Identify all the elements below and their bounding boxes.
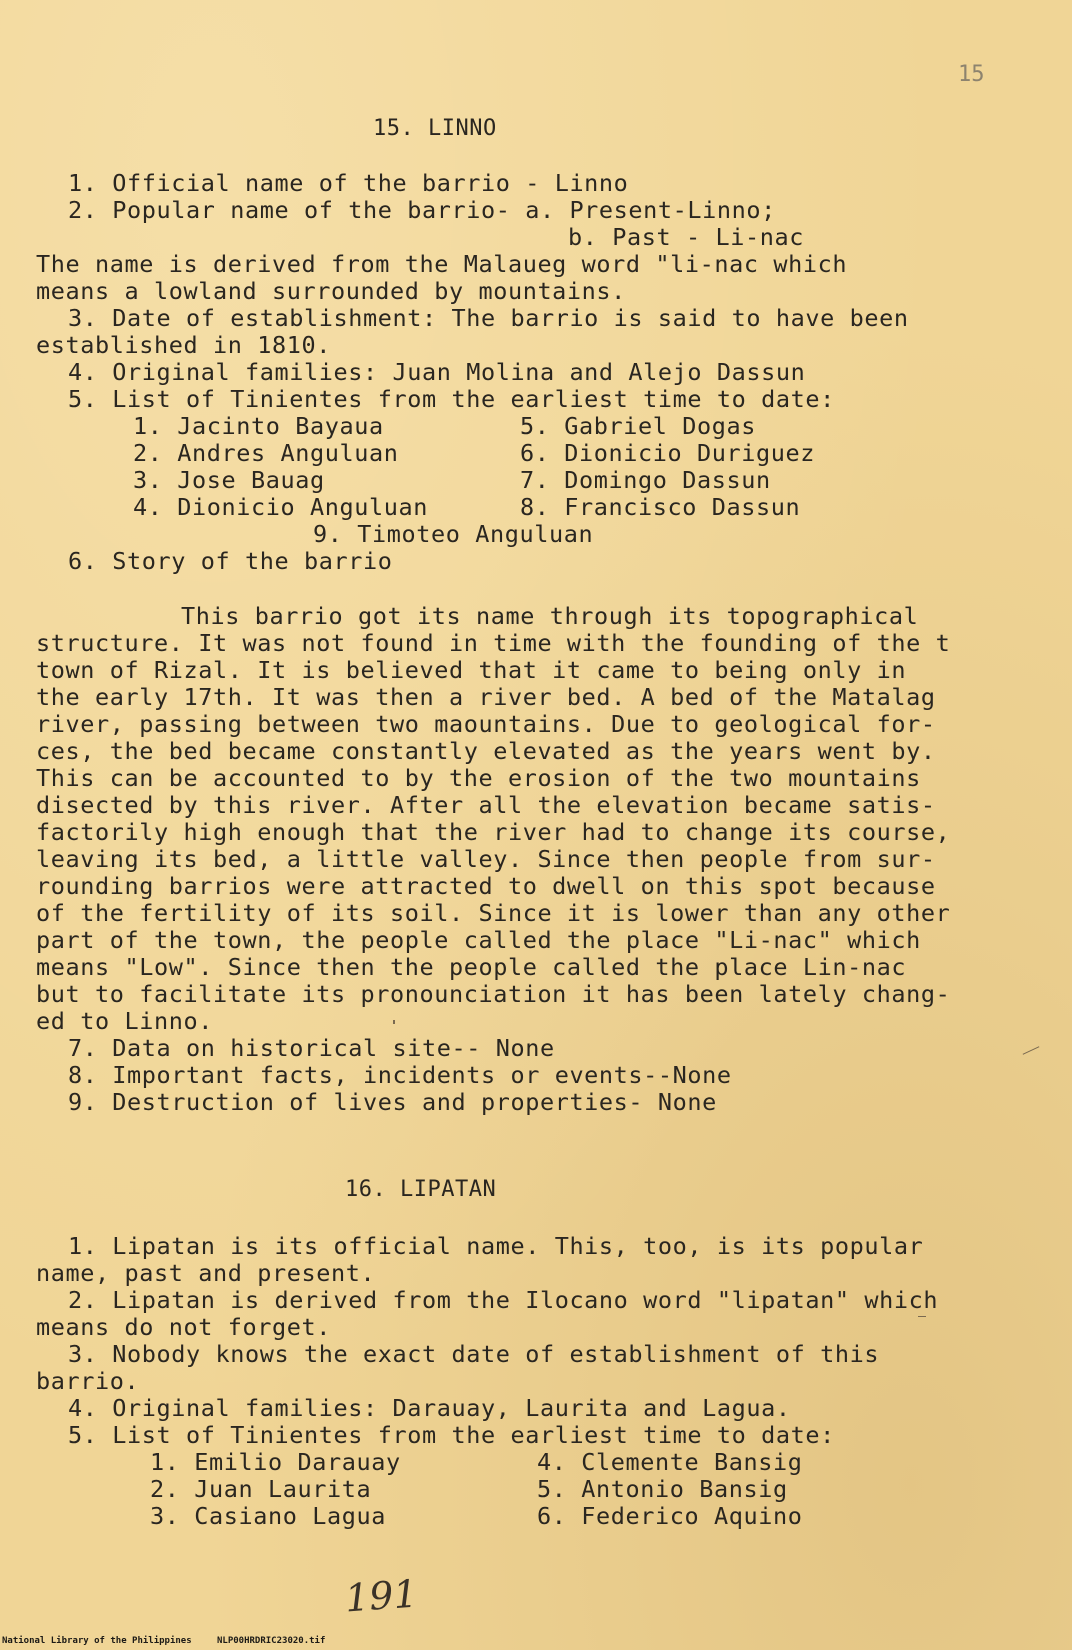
linno-item-7: 7. Data on historical site-- None [68, 1034, 555, 1062]
linno-tiniente: 1. Jacinto Bayaua [133, 412, 384, 440]
lipatan-tiniente: 3. Casiano Lagua [150, 1502, 386, 1530]
linno-tiniente: 6. Dionicio Duriguez [520, 439, 815, 467]
linno-item-9: 9. Destruction of lives and properties- None [68, 1088, 717, 1116]
linno-item-6: 6. Story of the barrio [68, 547, 393, 575]
story-line: ces, the bed became constantly elevated as the years went by. [36, 737, 936, 765]
lipatan-item-3a: 3. Nobody knows the exact date of establishment of this [68, 1340, 880, 1368]
footer-filename: NLP00HRDRIC23020.tif [217, 1636, 326, 1646]
story-line: disected by this river. After all the elevation became satis- [36, 791, 936, 819]
lipatan-item-2a: 2. Lipatan is derived from the Ilocano word "lipatan" which [68, 1286, 939, 1314]
linno-tiniente: 8. Francisco Dassun [520, 493, 801, 521]
lipatan-item-3b: barrio. [36, 1367, 140, 1395]
story-line: ed to Linno. [36, 1007, 213, 1035]
linno-item-3b: established in 1810. [36, 331, 331, 359]
linno-item-4: 4. Original families: Juan Molina and Alejo Dassun [68, 358, 806, 386]
linno-derivation-line-2: means a lowland surrounded by mountains. [36, 277, 626, 305]
linno-tiniente: 5. Gabriel Dogas [520, 412, 756, 440]
lipatan-item-1a: 1. Lipatan is its official name. This, too, is its popular [68, 1232, 924, 1260]
story-line: This can be accounted to by the erosion of the two mountains [36, 764, 921, 792]
footer-library: National Library of the Philippines [2, 1636, 192, 1646]
section-16-heading: 16. LIPATAN [345, 1177, 497, 1202]
lipatan-item-2b: means do not forget. [36, 1313, 331, 1341]
story-line: town of Rizal. It is believed that it came to being only in [36, 656, 907, 684]
lipatan-tiniente: 4. Clemente Bansig [537, 1448, 803, 1476]
story-line: the early 17th. It was then a river bed. A bed of the Matalag [36, 683, 936, 711]
lipatan-tiniente: 2. Juan Laurita [150, 1475, 372, 1503]
story-line: but to facilitate its pronounciation it has been lately chang- [36, 980, 951, 1008]
story-line: means "Low". Since then the people called the place Lin-nac [36, 953, 907, 981]
handwritten-page-number: 191 [343, 1571, 419, 1621]
linno-item-5: 5. List of Tinientes from the earliest time to date: [68, 385, 835, 413]
lipatan-item-5: 5. List of Tinientes from the earliest time to date: [68, 1421, 835, 1449]
page-number: 15 [958, 62, 985, 87]
linno-derivation-line-1: The name is derived from the Malaueg word "li-nac which [36, 250, 848, 278]
stray-mark [1023, 1046, 1040, 1055]
linno-item-2a: 2. Popular name of the barrio- a. Present-Linno; [68, 196, 776, 224]
lipatan-tiniente: 6. Federico Aquino [537, 1502, 803, 1530]
section-15-heading: 15. LINNO [373, 116, 497, 141]
lipatan-tiniente: 1. Emilio Darauay [150, 1448, 401, 1476]
story-line: factorily high enough that the river had to change its course, [36, 818, 951, 846]
story-line: leaving its bed, a little valley. Since then people from sur- [36, 845, 936, 873]
stray-mark [393, 1020, 395, 1024]
story-line: part of the town, the people called the place "Li-nac" which [36, 926, 921, 954]
lipatan-tiniente: 5. Antonio Bansig [537, 1475, 788, 1503]
story-line: This barrio got its name through its topographical [181, 602, 919, 630]
linno-tiniente: 7. Domingo Dassun [520, 466, 771, 494]
linno-item-2b: b. Past - Li-nac [568, 223, 804, 251]
linno-tiniente: 9. Timoteo Anguluan [313, 520, 594, 548]
linno-item-8: 8. Important facts, incidents or events--None [68, 1061, 732, 1089]
stray-mark [918, 1316, 926, 1317]
story-line: rounding barrios were attracted to dwell on this spot because [36, 872, 936, 900]
linno-tiniente: 4. Dionicio Anguluan [133, 493, 428, 521]
linno-tiniente: 2. Andres Anguluan [133, 439, 399, 467]
lipatan-item-1b: name, past and present. [36, 1259, 376, 1287]
linno-tiniente: 3. Jose Bauag [133, 466, 325, 494]
lipatan-item-4: 4. Original families: Darauay, Laurita and Lagua. [68, 1394, 791, 1422]
story-line: of the fertility of its soil. Since it is lower than any other [36, 899, 951, 927]
linno-item-3a: 3. Date of establishment: The barrio is said to have been [68, 304, 909, 332]
story-line: structure. It was not found in time with the founding of the t [36, 629, 951, 657]
story-line: river, passing between two maountains. Due to geological for- [36, 710, 936, 738]
linno-item-1: 1. Official name of the barrio - Linno [68, 169, 629, 197]
